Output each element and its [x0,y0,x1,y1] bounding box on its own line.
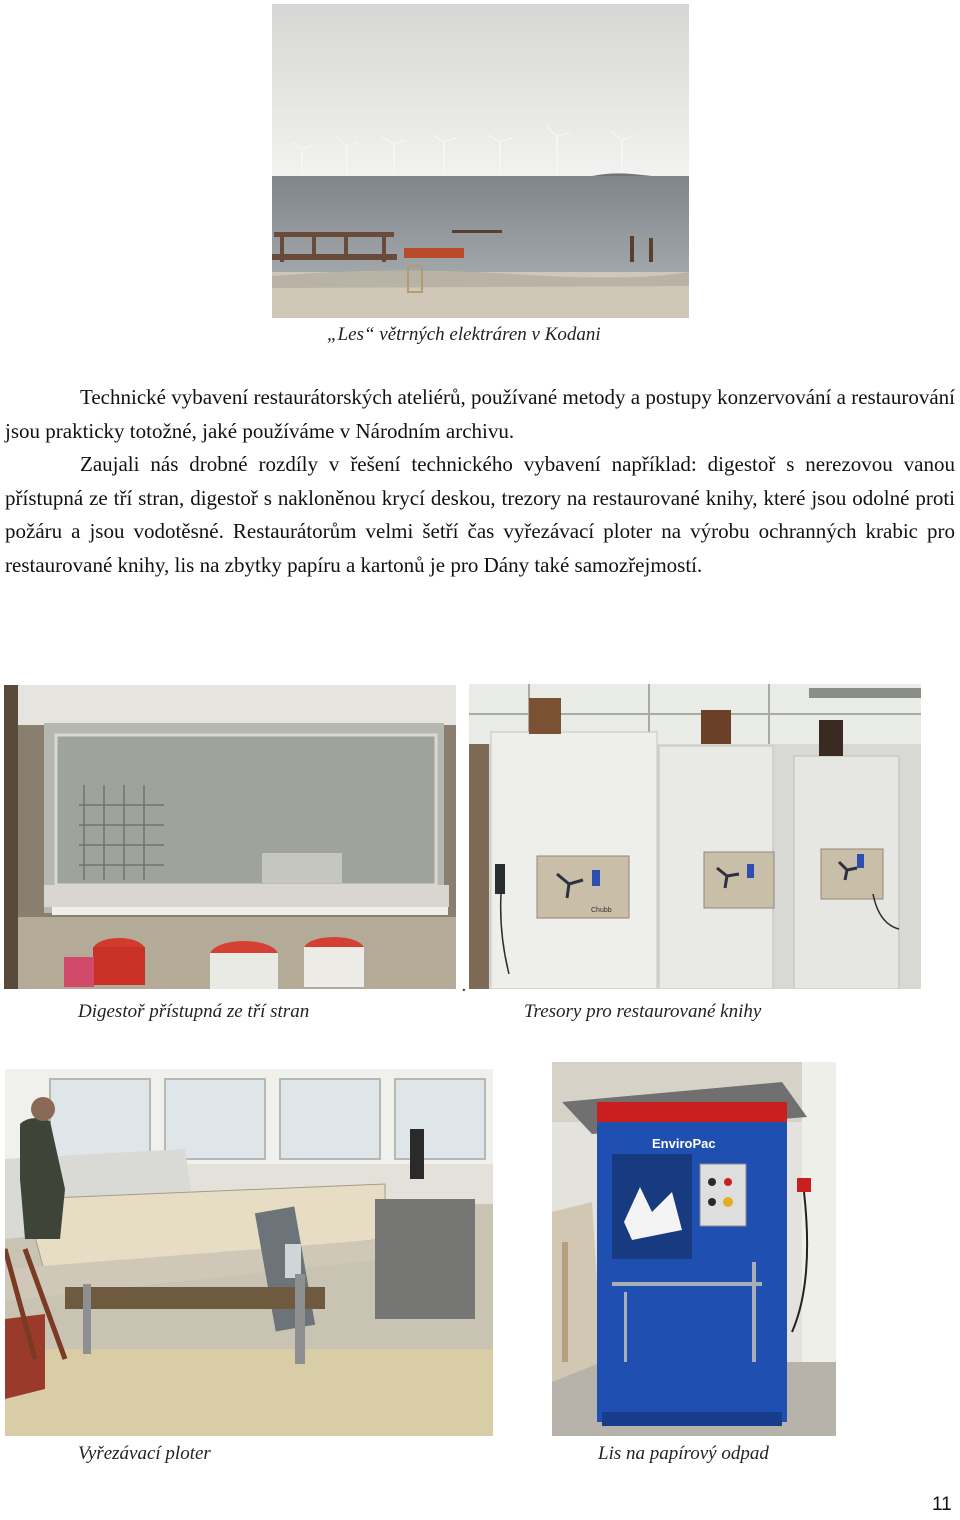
safes-photo [469,684,921,989]
wind-farm-photo [272,4,689,318]
press-brand: EnviroPac [652,1136,716,1151]
paragraph-2: Zaujali nás drobné rozdíly v řešení technického vybavení například: digestoř s nerezovou vanou přístupná ze tří stran, digestoř s nakloněnou krycí deskou, trezory na restaurované knihy, které jsou odolné proti požáru a jsou vodotěsné. Restaurátorům velmi šetří čas vyřezávací ploter na výrobu ochranných krabic pro restaurované knihy, lis na zbytky papíru a kartonů je pro Dány také samozřejmostí. [5,452,955,577]
waste-press-caption: Lis na papírový odpad [598,1443,769,1464]
body-text [5,381,955,582]
fume-hood-photo [4,685,456,989]
fume-hood-caption: Digestoř přístupná ze tří stran [78,1001,310,1022]
waste-press-photo [552,1062,836,1436]
plotter-photo [5,1069,493,1436]
paragraph-1: Technické vybavení restaurátorských ateliérů, používané metody a postupy konzervování a restaurování jsou prakticky totožné, jaké používáme v Národním archivu. [5,385,955,443]
safes-caption: Tresory pro restaurované knihy [524,1001,762,1022]
page-number: 11 [932,1494,952,1515]
safes-separator: . [462,975,467,996]
wind-farm-caption: „Les“ větrných elektráren v Kodani [327,324,601,345]
safe-brand-plate: Chubb [591,907,612,914]
plotter-caption: Vyřezávací ploter [78,1443,211,1464]
